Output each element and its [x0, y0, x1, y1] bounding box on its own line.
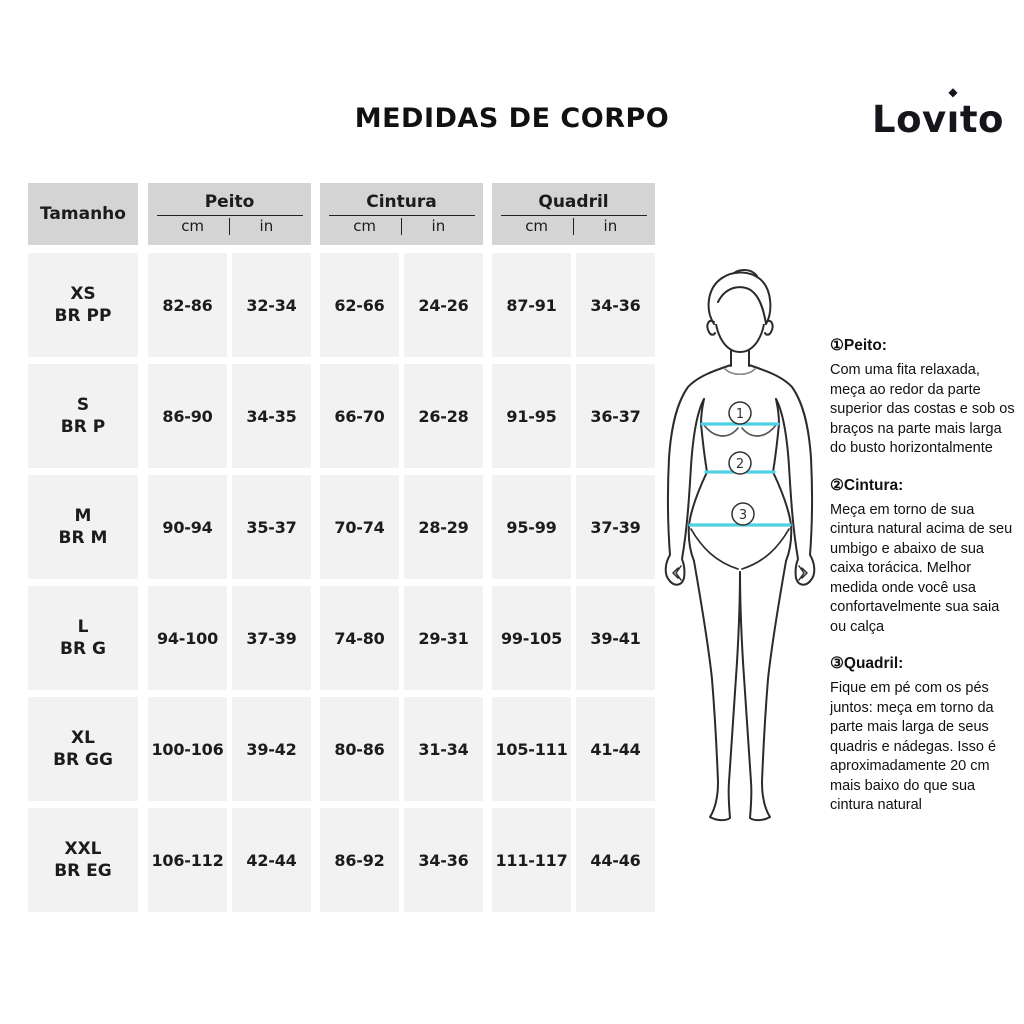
- size-cell: XXL BR EG: [28, 808, 138, 912]
- value-cell: 34-36: [404, 808, 483, 912]
- body-figure-illustration: [648, 266, 828, 836]
- value-cell: 24-26: [404, 253, 483, 357]
- header-divider: [501, 215, 647, 216]
- value-cell: 34-35: [232, 364, 311, 468]
- value-cell: 37-39: [232, 586, 311, 690]
- value-cell: 31-34: [404, 697, 483, 801]
- underwear-right: [742, 529, 789, 569]
- collar: [725, 369, 755, 374]
- value-cell: 74-80: [320, 586, 399, 690]
- chest-column-header: [148, 183, 311, 245]
- value-cell: 37-39: [576, 475, 655, 579]
- size-column-header: Tamanho: [28, 183, 138, 245]
- svg-text:2: 2: [735, 457, 745, 472]
- value-cell: 29-31: [404, 586, 483, 690]
- diamond-icon: ◆: [948, 85, 959, 99]
- value-cell: 95-99: [492, 475, 571, 579]
- value-cell: 82-86: [148, 253, 227, 357]
- guide-heading-hip: ③Quadril:: [830, 655, 904, 672]
- value-cell: 32-34: [232, 253, 311, 357]
- value-cell: 42-44: [232, 808, 311, 912]
- table-row: [28, 586, 655, 690]
- table-row: [28, 697, 655, 801]
- guide-heading-chest: ①Peito:: [830, 337, 887, 354]
- size-table: [28, 183, 655, 919]
- guide-heading-waist: ②Cintura:: [830, 476, 904, 494]
- size-cell: XS BR PP: [28, 253, 138, 357]
- value-cell: 91-95: [492, 364, 571, 468]
- value-cell: 86-92: [320, 808, 399, 912]
- value-cell: 44-46: [576, 808, 655, 912]
- size-cell: XL BR GG: [28, 697, 138, 801]
- left-arm: [666, 365, 731, 585]
- value-cell: 99-105: [492, 586, 571, 690]
- unit-in: in: [259, 217, 274, 235]
- right-ear: [765, 321, 773, 335]
- value-cell: 34-36: [576, 253, 655, 357]
- unit-in: in: [431, 217, 446, 235]
- waist-column-header: [320, 183, 483, 245]
- hip-marker: [732, 503, 754, 525]
- brand-logo-i: ı ◆: [946, 85, 960, 141]
- value-cell: 36-37: [576, 364, 655, 468]
- value-cell: 106-112: [148, 808, 227, 912]
- table-row: [28, 364, 655, 468]
- table-row: [28, 808, 655, 912]
- value-cell: 105-111: [492, 697, 571, 801]
- bust-curve-left: [704, 425, 738, 436]
- bust-curve-right: [742, 425, 776, 436]
- neck: [731, 351, 749, 366]
- unit-in: in: [603, 217, 618, 235]
- brand-logo-post: to: [959, 98, 1004, 141]
- value-cell: 28-29: [404, 475, 483, 579]
- chest-label: Peito: [204, 192, 255, 212]
- waist-label: Cintura: [366, 192, 437, 212]
- size-cell: S BR P: [28, 364, 138, 468]
- value-cell: 62-66: [320, 253, 399, 357]
- value-cell: 66-70: [320, 364, 399, 468]
- size-cell: L BR G: [28, 586, 138, 690]
- value-cell: 87-91: [492, 253, 571, 357]
- value-cell: 39-42: [232, 697, 311, 801]
- hip-label: Quadril: [538, 192, 609, 212]
- size-cell: M BR M: [28, 475, 138, 579]
- guide-body-chest: Com uma fita relaxada, meça ao redor da parte superior das costas e sob os braços na parte mais larga do busto horizontalmente: [830, 362, 1015, 456]
- left-ear: [707, 321, 715, 335]
- header-divider: [157, 215, 303, 216]
- brand-logo-pre: Lov: [872, 98, 947, 141]
- underwear-left: [691, 529, 738, 569]
- svg-text:3: 3: [738, 508, 748, 523]
- right-hand-fingers: [799, 566, 807, 580]
- value-cell: 111-117: [492, 808, 571, 912]
- value-cell: 39-41: [576, 586, 655, 690]
- value-cell: 100-106: [148, 697, 227, 801]
- table-row: [28, 475, 655, 579]
- unit-cm: cm: [525, 217, 549, 235]
- svg-text:1: 1: [735, 407, 745, 422]
- measurement-guide: [830, 336, 1016, 833]
- header-divider: [329, 215, 475, 216]
- page-title: MEDIDAS DE CORPO: [354, 103, 670, 134]
- value-cell: 41-44: [576, 697, 655, 801]
- value-cell: 90-94: [148, 475, 227, 579]
- value-cell: 26-28: [404, 364, 483, 468]
- value-cell: 94-100: [148, 586, 227, 690]
- unit-cm: cm: [353, 217, 377, 235]
- unit-cm: cm: [181, 217, 205, 235]
- table-row: [28, 253, 655, 357]
- value-cell: 86-90: [148, 364, 227, 468]
- waist-marker: [729, 452, 751, 474]
- hip-column-header: [492, 183, 655, 245]
- bust-marker: [729, 402, 751, 424]
- hair-outline: [709, 272, 771, 324]
- value-cell: 35-37: [232, 475, 311, 579]
- value-cell: 70-74: [320, 475, 399, 579]
- value-cell: 80-86: [320, 697, 399, 801]
- brand-logo: [872, 85, 1004, 141]
- right-arm: [749, 365, 814, 585]
- left-hand-fingers: [673, 566, 681, 580]
- guide-body-waist: Meça em torno de sua cintura natural acima de seu umbigo e abaixo de sua caixa torácica. Melhor medida onde você usa confortavelmente sua saia ou calça: [830, 501, 1013, 635]
- guide-body-hip: Fique em pé com os pés juntos: meça em torno da parte mais larga de seus quadris e nádegas. Isso é aproximadamente 20 cm mais baixo do que sua cintura natural: [830, 680, 997, 813]
- table-header-row: [28, 183, 655, 245]
